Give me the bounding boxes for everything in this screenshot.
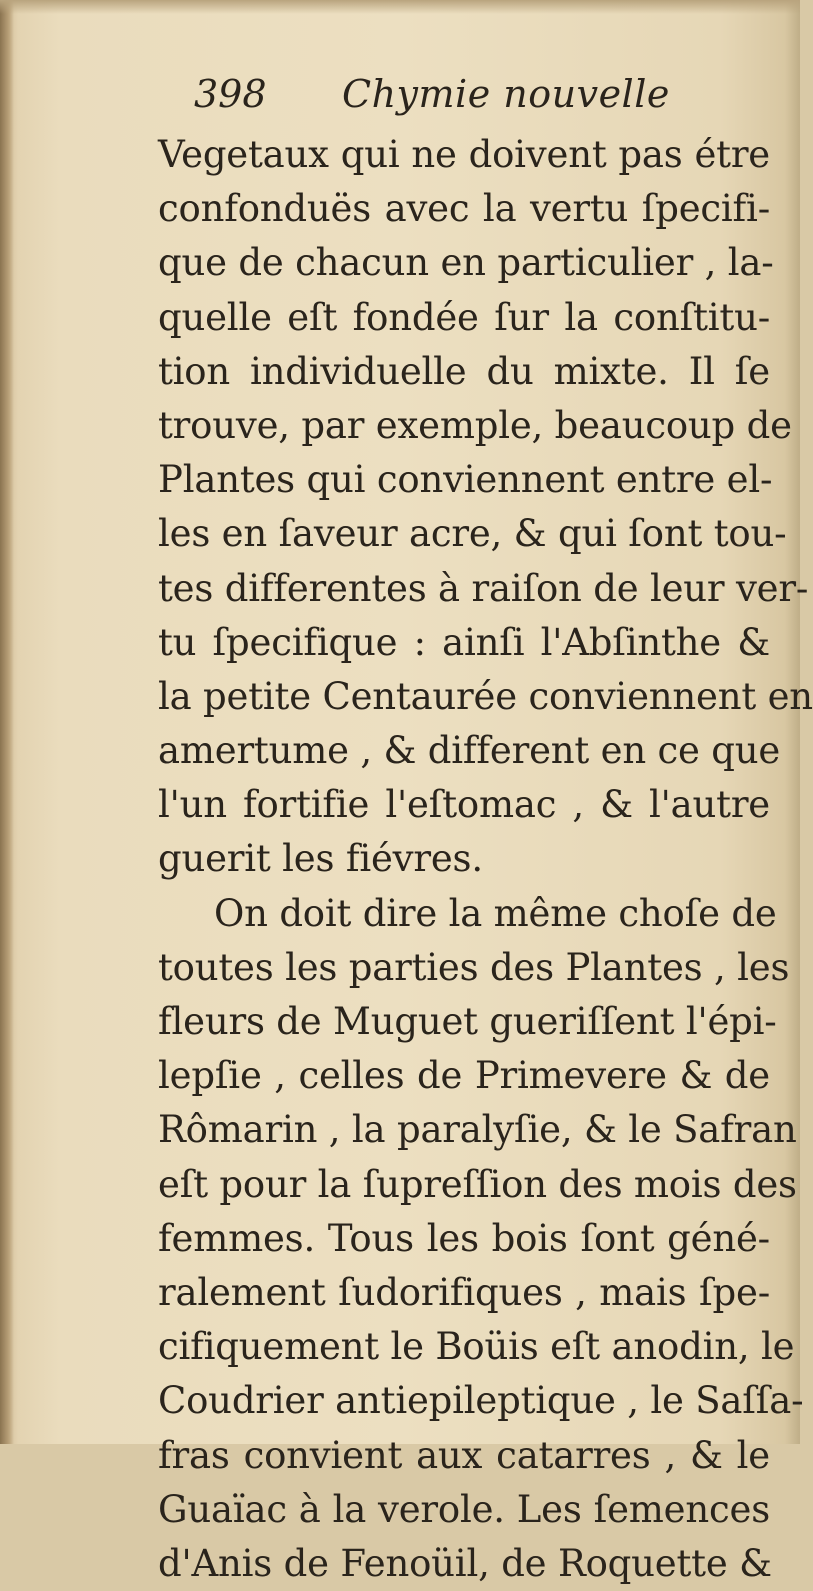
text-line: Coudrier antiepileptique , le Saſſa- (158, 1379, 804, 1423)
text-line: Guaïac à la verole. Les ſemences (158, 1487, 770, 1531)
text-line: fras convient aux catarres , & le (158, 1433, 770, 1477)
book-spine-shadow (0, 0, 14, 1444)
text-line: tes differentes à raiſon de leur ver- (158, 566, 809, 610)
text-line-paragraph-start: On doit dire la même choſe de (214, 891, 777, 935)
text-line: Vegetaux qui ne doivent pas étre (158, 133, 770, 176)
text-line: fleurs de Muguet gueriſſent l'épi- (158, 1000, 777, 1043)
text-line: Plantes qui conviennent entre el- (158, 458, 773, 502)
text-line-paragraph-end: guerit les fiévres. (158, 837, 483, 881)
running-title: Chymie nouvelle (342, 72, 670, 116)
text-line: ralement ſudorifiques , mais ſpe- (158, 1270, 770, 1314)
text-line: la petite Centaurée conviennent en (158, 674, 813, 718)
text-line: l'un fortifie l'eſtomac , & l'autre (158, 783, 770, 827)
text-line: confonduës avec la vertu ſpecifi- (158, 187, 770, 231)
page-header (158, 72, 770, 128)
text-line: d'Anis de Fenoüil, de Roquette & (158, 1541, 772, 1585)
text-line: tion individuelle du mixte. Il ſe (158, 349, 770, 393)
text-line: que de chacun en particulier , la- (158, 241, 774, 285)
page-number: 398 (194, 72, 267, 116)
text-line: amertume , & different en ce que (158, 729, 781, 773)
text-line: eſt pour la ſupreſſion des mois des (158, 1162, 797, 1206)
text-line: quelle eſt fondée ſur la conſtitu- (158, 295, 770, 339)
text-line: les en ſaveur acre, & qui ſont tou- (158, 512, 787, 556)
text-line: trouve, par exemple, beaucoup de (158, 403, 792, 447)
page-top-edge (0, 0, 800, 14)
text-line: Rômarin , la paralyſie, & le Safran (158, 1108, 797, 1152)
text-line: tu ſpecifique : ainſi l'Abſinthe & (158, 620, 770, 664)
text-block (158, 72, 813, 1591)
text-line: toutes les parties des Plantes , les (158, 945, 790, 989)
text-line: femmes. Tous les bois ſont géné- (158, 1216, 770, 1260)
text-line: lepſie , celles de Primevere & de (158, 1054, 770, 1098)
text-line: cifiquement le Boüis eſt anodin, le (158, 1325, 795, 1369)
